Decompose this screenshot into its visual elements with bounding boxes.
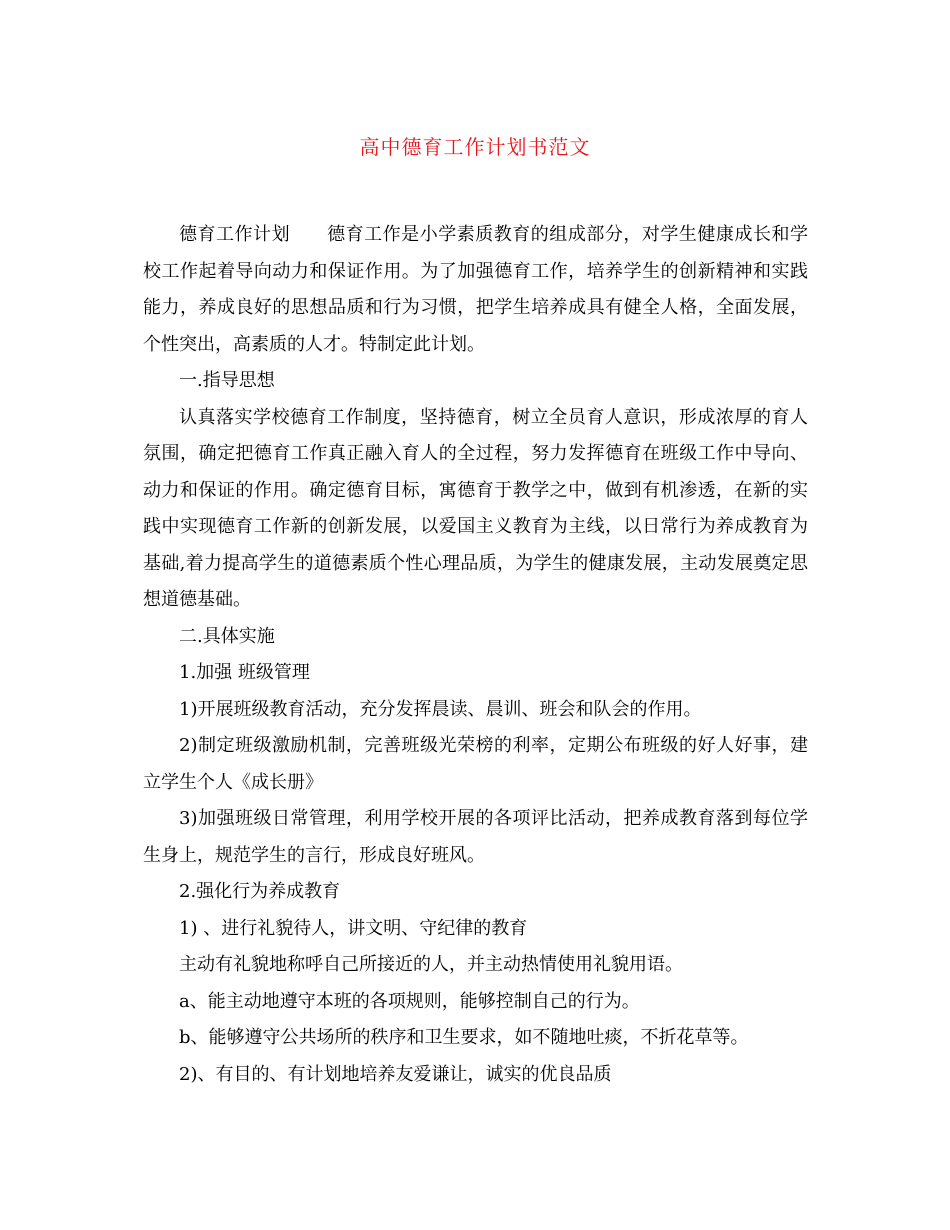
list-item-public-order-b: b、能够遵守公共场所的秩序和卫生要求，如不随地吐痰，不折花草等。 [179, 1027, 749, 1048]
document-body [143, 217, 808, 1093]
heading-guiding-ideology: 一.指导思想 [179, 370, 275, 391]
list-item-rules-a: a、能主动地遵守本班的各项规则，能够控制自己的行为。 [179, 990, 640, 1012]
list-item-daily-management: 3)加强班级日常管理，利用学校开展的各项评比活动，把养成教育落到每位学生身上，规范学生的言行，形成良好班风。 [143, 808, 808, 866]
subheading-behavior-education: 2.强化行为养成教育 [179, 881, 341, 902]
document-title: 高中德育工作计划书范文 [359, 135, 591, 159]
list-item-politeness: 1) 、进行礼貌待人，讲文明、守纪律的教育 [179, 917, 528, 939]
paragraph-polite-greeting: 主动有礼貌地称呼自己所接近的人，并主动热情使用礼貌用语。 [179, 954, 683, 975]
paragraph-intro: 德育工作计划 德育工作是小学素质教育的组成部分，对学生健康成长和学校工作起着导向动力和保证作用。为了加强德育工作，培养学生的创新精神和实践能力，养成良好的思想品质和行为习惯，把学生培养成具有健全人格，全面发展，个性突出，高素质的人才。特制定此计划。 [143, 224, 808, 355]
list-item-class-activities: 1)开展班级教育活动，充分发挥晨读、晨训、班会和队会的作用。 [179, 698, 702, 720]
list-item-friendship: 2)、有目的、有计划地培养友爱谦让，诚实的优良品质 [179, 1063, 612, 1085]
subheading-class-management: 1.加强 班级管理 [179, 662, 310, 683]
list-item-incentive-mechanism: 2)制定班级激励机制，完善班级光荣榜的利率，定期公布班级的好人好事，建立学生个人《成长册》 [143, 735, 808, 793]
paragraph-guiding-ideology: 认真落实学校德育工作制度，坚持德育，树立全员育人意识，形成浓厚的育人氛围，确定把德育工作真正融入育人的全过程，努力发挥德育在班级工作中导向、动力和保证的作用。确定德育目标，寓德育于教学之中，做到有机渗透，在新的实践中实现德育工作新的创新发展，以爱国主义教育为主线，以日常行为养成教育为基础,着力提高学生的道德素质个性心理品质，为学生的健康发展，主动发展奠定思想道德基础。 [143, 406, 808, 610]
heading-implementation: 二.具体实施 [179, 625, 275, 647]
